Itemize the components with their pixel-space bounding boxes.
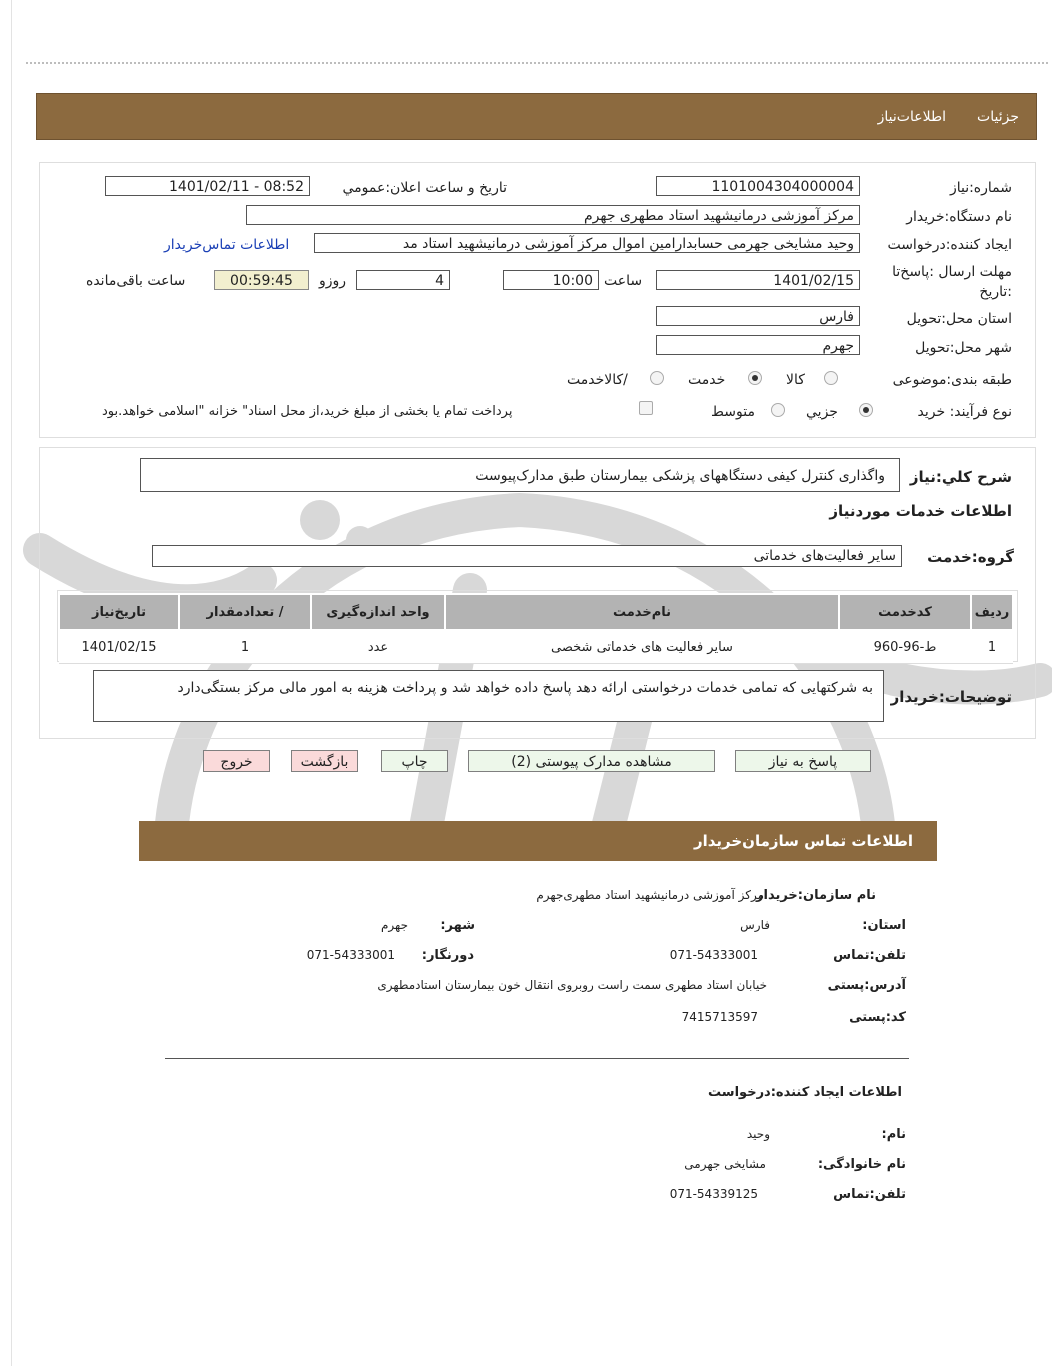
contact-phone-label: تلفن:تماس: [833, 948, 906, 963]
deadline-label-line2: :تاریخ: [979, 284, 1012, 300]
contact-city-value: جهرم: [381, 918, 408, 932]
creator-family-value: مشایخی جهرمی: [684, 1157, 766, 1171]
creator-name-value: وحید: [746, 1127, 770, 1141]
need-info-panel: [39, 162, 1036, 438]
cell-service-name: سایر فعالیت های خدماتی شخصی: [445, 630, 839, 664]
col-quantity: / تعدادمقدار: [179, 594, 311, 630]
respond-button[interactable]: پاسخ به نیاز: [735, 750, 871, 772]
process-option-medium: متوسط: [711, 404, 755, 420]
category-option-goods: کالا: [786, 372, 805, 388]
tab-details[interactable]: جزئیات: [977, 109, 1019, 125]
city-field: جهرم: [656, 335, 860, 355]
back-button[interactable]: بازگشت: [291, 750, 358, 772]
remaining-time-display: 00:59:45: [214, 270, 309, 290]
services-heading: اطلاعات خدمات موردنیاز: [829, 502, 1012, 520]
creator-phone-label: تلفن:تماس: [833, 1187, 906, 1202]
col-unit: واحد اندازه‌گیری: [311, 594, 445, 630]
services-table: [58, 593, 1014, 664]
province-label: استان محل:تحویل: [906, 311, 1012, 327]
city-label: شهر محل:تحویل: [915, 340, 1012, 356]
postal-code-label: کد:پستی: [849, 1010, 906, 1025]
treasury-payment-note: پرداخت تمام یا بخشی از مبلغ خرید،از محل اسناد" خزانه "اسلامی خواهد.بود: [102, 404, 513, 419]
creator-label: ایجاد کننده:درخواست: [887, 237, 1012, 253]
category-radio-service[interactable]: [748, 371, 762, 385]
print-button[interactable]: چاپ: [381, 750, 448, 772]
province-field: فارس: [656, 306, 860, 326]
category-option-service: خدمت: [688, 372, 726, 388]
contact-fax-label: دورنگار:: [421, 948, 474, 963]
creator-family-label: نام خانوادگی:: [817, 1157, 906, 1172]
creator-info-title: اطلاعات ایجاد کننده:درخواست: [708, 1085, 902, 1100]
buyer-contact-link[interactable]: اطلاعات تماس‌خریدار: [164, 237, 290, 253]
contact-phone-value: 071-54333001: [669, 948, 758, 962]
description-label: شرح کلي:نیاز: [909, 468, 1012, 486]
col-row-number: ردیف: [971, 594, 1013, 630]
left-border-line: [11, 0, 12, 1366]
process-type-label: نوع فرآیند: خرید: [917, 404, 1012, 420]
org-name-label: نام سازمان:خریدار: [756, 888, 876, 903]
deadline-label-line1: مهلت ارسال :پاسخ‌تا: [892, 264, 1012, 280]
buyer-org-label: نام دستگاه:خریدار: [906, 209, 1012, 225]
col-service-code: کدخدمت: [839, 594, 971, 630]
category-radio-goods[interactable]: [824, 371, 838, 385]
contact-province-value: فارس: [740, 918, 770, 932]
category-option-goods-service: /کالاخدمت: [567, 372, 628, 388]
org-name-value: مرکز آموزشی درمانیشهید استاد مطهری‌جهرم: [536, 888, 764, 902]
cell-unit: عدد: [311, 630, 445, 664]
creator-phone-value: 071-54339125: [669, 1187, 758, 1201]
exit-button[interactable]: خروج: [203, 750, 270, 772]
need-number-field: 1101004304000004: [656, 176, 860, 196]
contact-province-label: استان:: [862, 918, 906, 933]
service-group-label: گروه:خدمت: [927, 548, 1014, 566]
process-radio-medium[interactable]: [771, 403, 785, 417]
time-label: ساعت: [604, 273, 643, 289]
creator-field: وحید مشایخی جهرمی حسابدارامین اموال مرکز آموزشی درمانیشهید استاد مد: [314, 233, 860, 253]
deadline-time-field: 10:00: [503, 270, 599, 290]
buyer-notes-label: توضیحات:خریدار: [890, 688, 1012, 706]
contact-divider: [165, 1058, 909, 1059]
cell-service-code: ط-96-960: [839, 630, 971, 664]
deadline-date-field: 1401/02/15: [656, 270, 860, 290]
postal-address-value: خیابان استاد مطهری سمت راست روبروی انتقال خون بیمارستان استادمطهری: [377, 978, 767, 992]
days-field: 4: [356, 270, 450, 290]
buyer-notes-field: به شرکتهایی که تمامی خدمات درخواستی ارائه دهد پاسخ داده خواهد شد و پرداخت هزینه به امور مالی مرکز بستگی‌دارد: [93, 670, 884, 722]
remaining-time-label: ساعت باقی‌مانده: [86, 273, 186, 289]
category-label: طبقه بندی:موضوعی: [892, 372, 1012, 388]
table-row: [59, 630, 1013, 664]
col-need-date: تاریخ‌نیاز: [59, 594, 179, 630]
table-header-row: [59, 594, 1013, 630]
postal-address-label: آدرس:پستی: [827, 978, 906, 993]
category-radio-goods-service[interactable]: [650, 371, 664, 385]
buyer-org-field: مرکز آموزشی درمانیشهید استاد مطهری جهرم: [246, 205, 860, 225]
details-header-bar: [36, 93, 1037, 140]
need-number-label: شماره:نیاز: [949, 180, 1012, 196]
creator-name-label: نام:: [881, 1127, 906, 1142]
postal-code-value: 7415713597: [681, 1010, 758, 1024]
service-group-field: سایر فعالیت‌های خدماتی: [152, 545, 902, 567]
buyer-contact-header: [139, 821, 937, 861]
view-attachments-button[interactable]: مشاهده مدارک پیوستی (2): [468, 750, 715, 772]
tab-need-info[interactable]: اطلاعات‌نیاز: [877, 109, 946, 125]
description-field: واگذاری کنترل کیفی دستگاههای پزشکی بیمارستان طبق مدارک‌پیوست: [140, 458, 900, 492]
treasury-payment-checkbox[interactable]: [639, 401, 653, 415]
cell-quantity: 1: [179, 630, 311, 664]
contact-city-label: شهر:: [440, 918, 475, 933]
contact-fax-value: 071-54333001: [306, 948, 395, 962]
announce-date-label: تاریخ و ساعت اعلان:عمومي: [342, 180, 507, 196]
announce-date-field: 1401/02/11 - 08:52: [105, 176, 310, 196]
cell-need-date: 1401/02/15: [59, 630, 179, 664]
buyer-contact-title: اطلاعات تماس سازمان‌خریدار: [693, 832, 913, 850]
days-label: روزو: [319, 273, 347, 289]
top-dotted-divider: [26, 62, 1048, 64]
col-service-name: نام‌خدمت: [445, 594, 839, 630]
process-radio-minor[interactable]: [859, 403, 873, 417]
process-option-minor: جزیي: [806, 404, 838, 420]
cell-row-number: 1: [971, 630, 1013, 664]
